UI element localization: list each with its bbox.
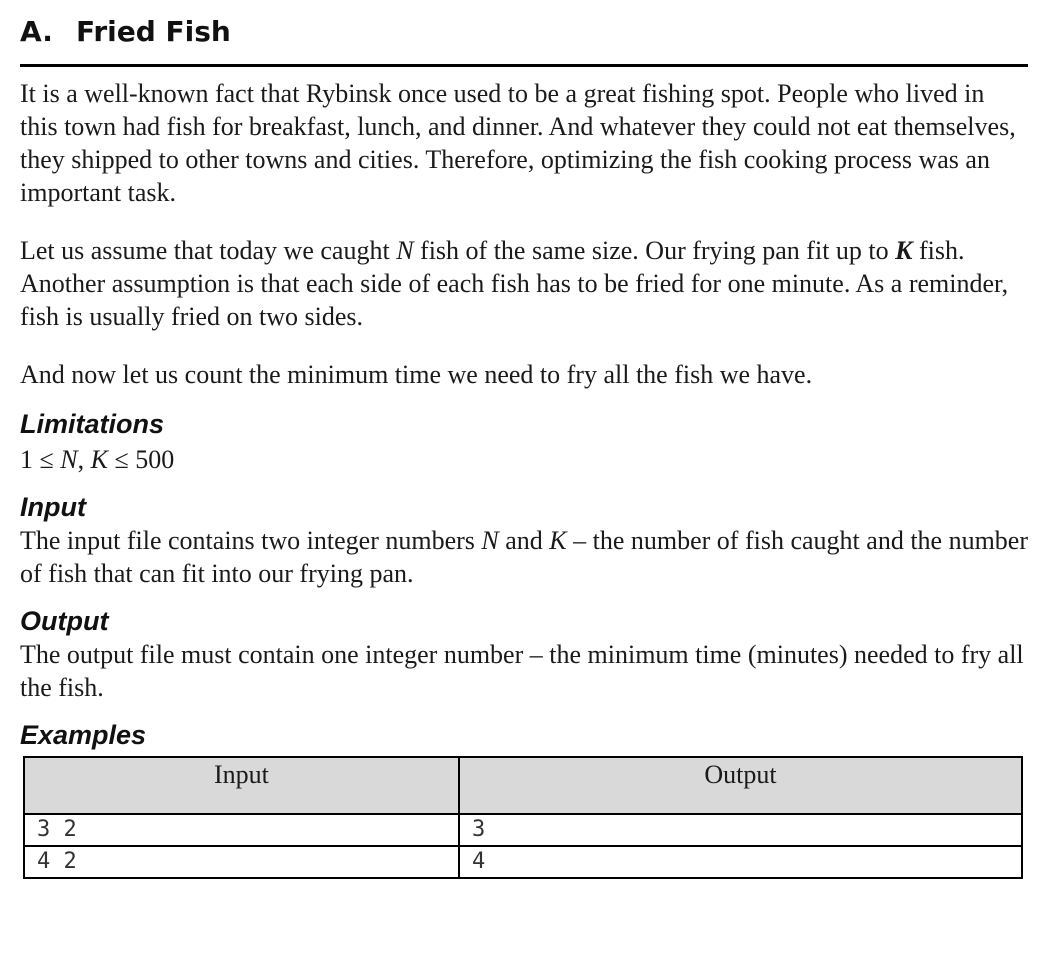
problem-page [20, 0, 1028, 893]
examples-heading: Examples [20, 720, 147, 750]
table-row [24, 846, 1022, 878]
output-column-header: Output [459, 757, 1022, 814]
output-section [20, 604, 1028, 704]
statement-paragraph-3: And now let us count the minimum time we need to fry all the fish we have. [20, 360, 813, 389]
variable-k: K [895, 236, 913, 265]
limitations-text [20, 443, 1028, 476]
title-divider [20, 64, 1028, 67]
problem-name: Fried Fish [76, 15, 231, 48]
input-text-b: – the number of fish caught and the number of fish that can fit into our frying pan. [20, 526, 1028, 588]
variable-n: N [481, 526, 499, 555]
problem-title [20, 0, 1028, 58]
limitations-comma: , [77, 445, 91, 474]
input-heading: Input [20, 492, 86, 522]
limitations-heading: Limitations [20, 409, 165, 439]
limitations-post: ≤ 500 [107, 445, 175, 474]
example-input-cell: 3 2 [24, 814, 459, 846]
input-and: and [498, 526, 550, 555]
examples-table [23, 756, 1023, 879]
statement-text: fish. Another assumption is that each side of each fish has to be fried for one minute. As a reminder, fish is usually fried on two sides. [20, 236, 1009, 331]
input-text-a: The input file contains two integer numbers [20, 526, 482, 555]
output-text: The output file must contain one integer number – the minimum time (minutes) needed to fry all the fish. [20, 640, 1024, 702]
input-column-header: Input [24, 757, 459, 814]
statement-paragraph-2 [20, 234, 1028, 333]
variable-k: K [549, 526, 567, 555]
statement-paragraph-1: It is a well-known fact that Rybinsk once used to be a great fishing spot. People who lived in this town had fish for breakfast, lunch, and dinner. And whatever they could not eat themselves, they shipped to other towns and cities. Therefore, optimizing the fish cooking process was an important task. [20, 79, 1016, 207]
limitations-section [20, 407, 1028, 476]
example-input-cell: 4 2 [24, 846, 459, 878]
limitations-pre: 1 ≤ [20, 445, 61, 474]
examples-section [20, 718, 1028, 879]
statement-text: Let us assume that today we caught [20, 236, 397, 265]
variable-k: K [90, 445, 108, 474]
table-header-row [24, 757, 1022, 814]
variable-n: N [396, 236, 414, 265]
table-row [24, 814, 1022, 846]
problem-letter: A. [20, 15, 53, 48]
example-output-cell: 3 [459, 814, 1022, 846]
input-section [20, 490, 1028, 590]
statement-text: fish of the same size. Our frying pan fit up to [413, 236, 896, 265]
output-heading: Output [20, 606, 109, 636]
example-output-cell: 4 [459, 846, 1022, 878]
variable-n: N [60, 445, 78, 474]
input-text [20, 524, 1028, 590]
